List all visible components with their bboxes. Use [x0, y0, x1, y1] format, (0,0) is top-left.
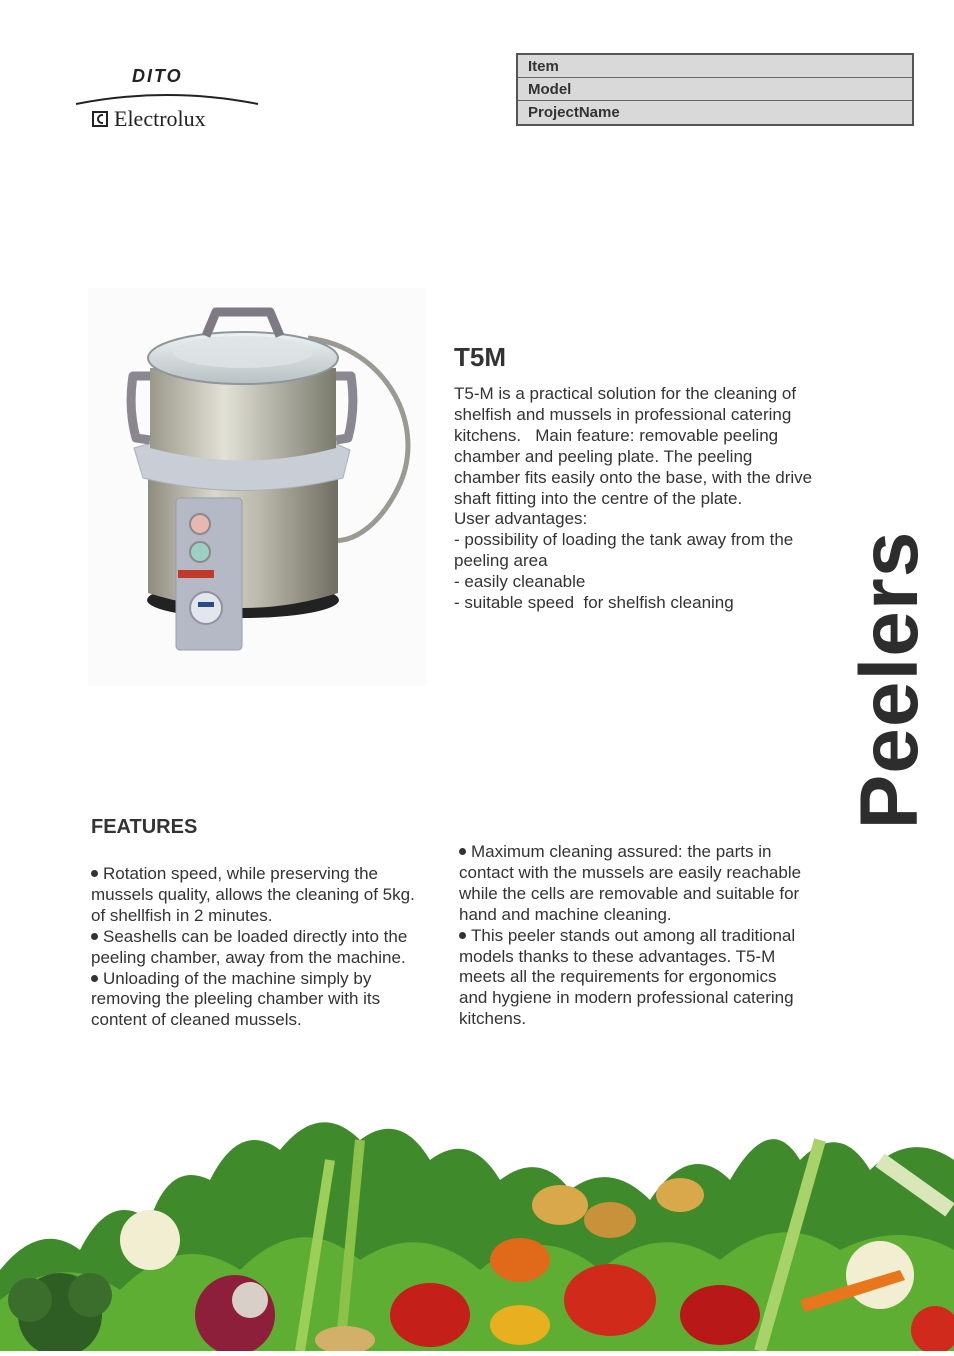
dito-logo-text: DITO	[132, 66, 183, 86]
description-line: - possibility of loading the tank away from the peeling area	[454, 530, 798, 571]
feature-item	[91, 969, 431, 1032]
vegetables-illustration	[0, 1100, 954, 1351]
product-description	[454, 384, 817, 614]
product-image	[88, 288, 426, 686]
description-paragraph: T5-M is a practical solution for the cleaning of shelfish and mussels in professional catering kitchens. Main feature: removable peeling chamber and peeling plate. The peeling chamber fits easily onto the base, with the drive shaft fitting into the centre of the plate.	[454, 384, 817, 508]
category-title: Peelers	[844, 530, 935, 830]
vegetables-banner-image	[0, 1100, 954, 1351]
feature-item	[459, 842, 804, 926]
description-line: - easily cleanable	[454, 572, 586, 592]
info-row-model: Model	[518, 78, 912, 101]
features-heading: FEATURES	[91, 816, 198, 838]
electrolux-logo-text: Electrolux	[114, 106, 206, 131]
brand-logo	[74, 66, 260, 136]
bullet-icon	[459, 848, 466, 855]
feature-text: Unloading of the machine simply by removing the pleeling chamber with its content of cleaned mussels.	[91, 968, 381, 1030]
feature-text: Maximum cleaning assured: the parts in contact with the mussels are easily reachable while the cells are removable and suitable for hand and machine cleaning.	[459, 842, 802, 924]
bullet-icon	[91, 933, 98, 940]
electrolux-brand	[92, 106, 206, 132]
features-left-column	[91, 864, 431, 1031]
feature-item	[459, 926, 804, 1031]
feature-text: This peeler stands out among all traditional models thanks to these advantages. T5-M meets all the requirements for ergonomics and hygiene in modern professional catering kitchens.	[459, 925, 796, 1029]
feature-item	[91, 864, 431, 927]
info-row-projectname: ProjectName	[528, 104, 620, 121]
bullet-icon	[91, 975, 98, 982]
features-right-column	[459, 842, 804, 1030]
product-title: T5M	[454, 342, 506, 372]
description-line: User advantages:	[454, 509, 588, 529]
peeler-machine-illustration	[88, 288, 426, 686]
electrolux-mark-icon	[92, 111, 108, 127]
info-table	[516, 53, 914, 126]
feature-text: Rotation speed, while preserving the mussels quality, allows the cleaning of 5kg. of shellfish in 2 minutes.	[91, 864, 415, 925]
logo-swoosh-icon	[74, 92, 260, 106]
bullet-icon	[91, 870, 98, 877]
feature-text: Seashells can be loaded directly into the peeling chamber, away from the machine.	[91, 926, 408, 967]
feature-item	[91, 927, 431, 969]
bullet-icon	[459, 932, 466, 939]
category-title-container	[844, 520, 935, 840]
info-row-item: Item	[518, 55, 912, 78]
description-line: - suitable speed for shelfish cleaning	[454, 593, 734, 613]
